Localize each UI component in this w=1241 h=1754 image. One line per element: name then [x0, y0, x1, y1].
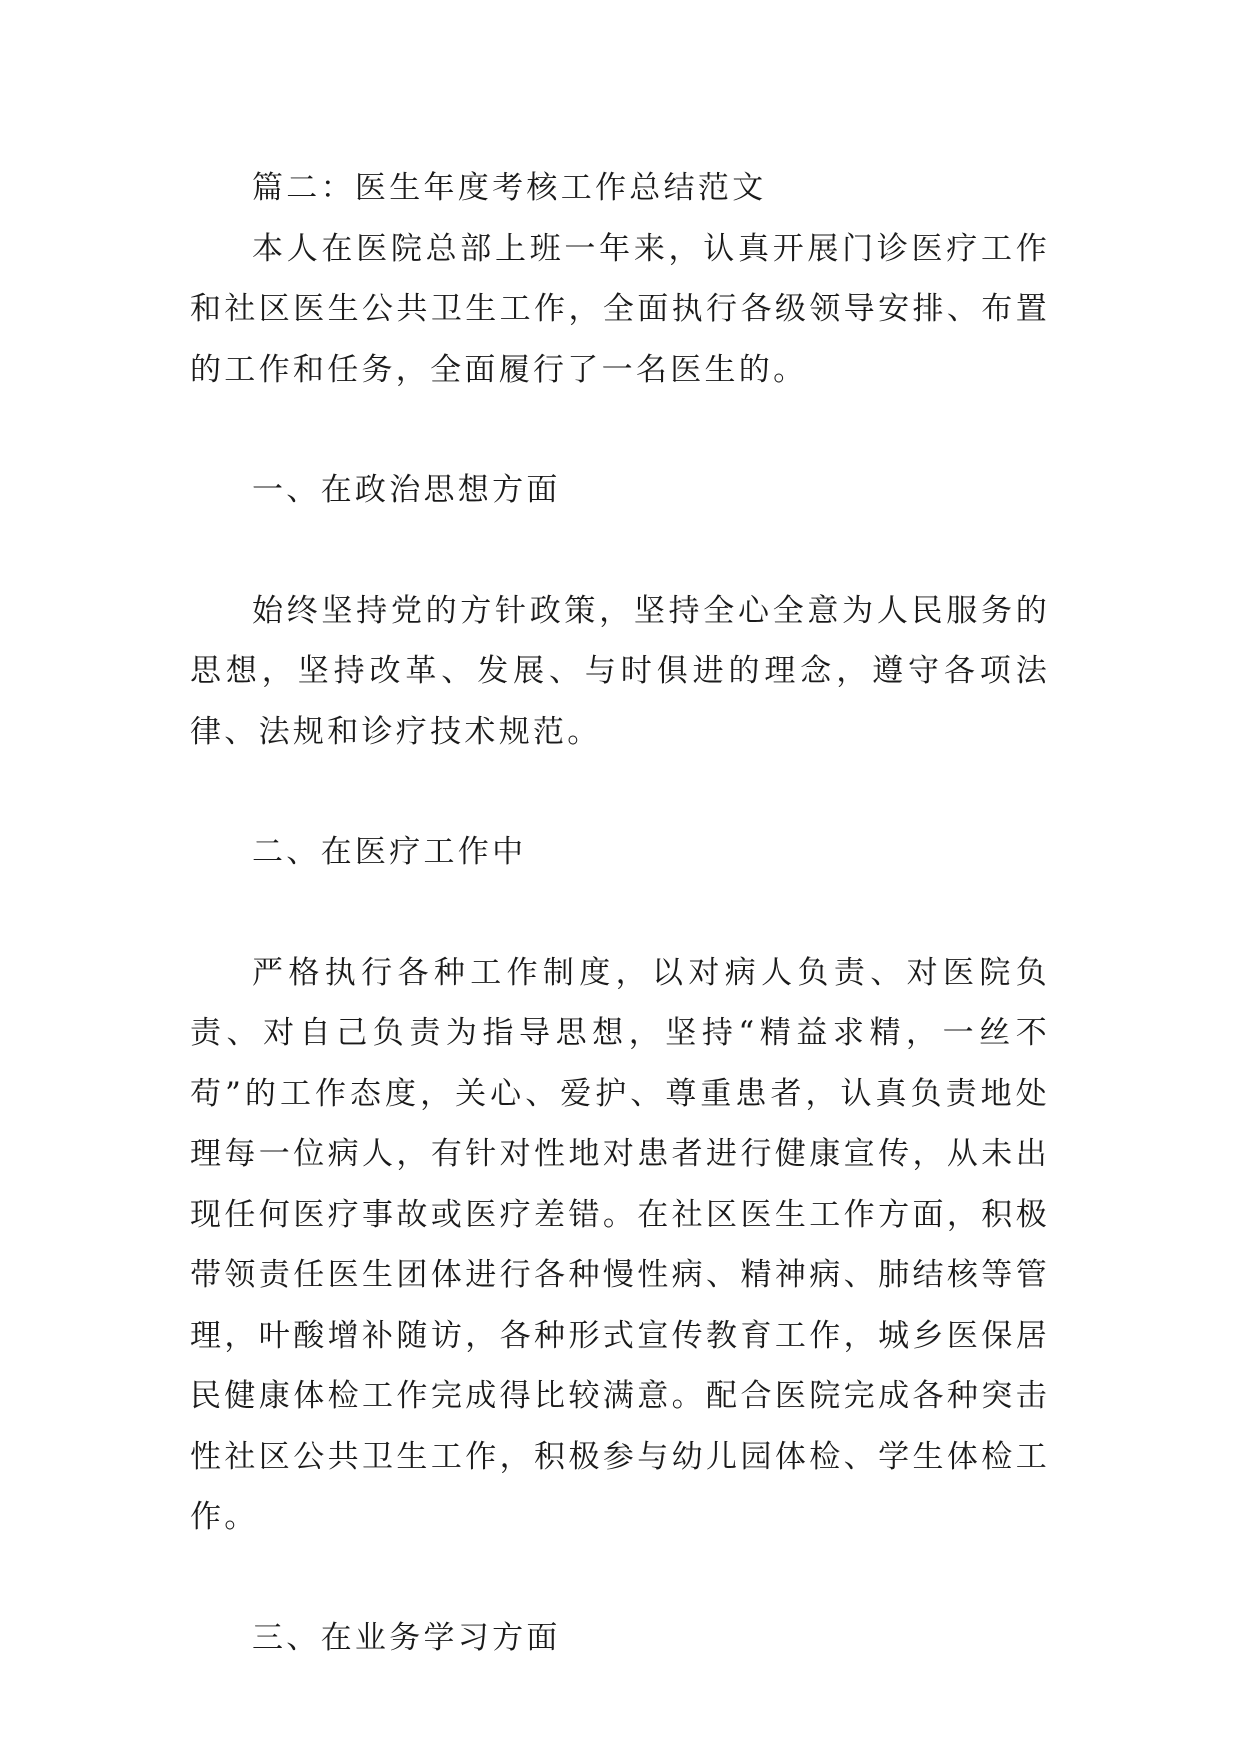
section-body-medical-work: 严格执行各种工作制度，以对病人负责、对医院负责、对自己负责为指导思想，坚持“精益求精，一丝不苟”的工作态度，关心、爱护、尊重患者，认真负责地处理每一位病人，有针对性地对患者进行健康宣传，从未出现任何医疗事故或医疗差错。在社区医生工作方面，积极带领责任医生团体进行各种慢性病、精神病、肺结核等管理，叶酸增补随访，各种形式宣传教育工作，城乡医保居民健康体检工作完成得比较满意。配合医院完成各种突击性社区公共卫生工作，积极参与幼儿园体检、学生体检工作。 [190, 954, 1050, 1535]
section-heading-medical-work: 二、在医疗工作中 [252, 834, 527, 870]
section-heading-study: 三、在业务学习方面 [252, 1619, 561, 1656]
section-body-politics: 始终坚持党的方针政策，坚持全心全意为人民服务的思想，坚持改革、发展、与时俱进的理念，遵守各项法律、法规和诊疗技术规范。 [190, 592, 1050, 750]
intro-paragraph: 本人在医院总部上班一年来，认真开展门诊医疗工作和社区医生公共卫生工作，全面执行各级领导安排、布置的工作和任务，全面履行了一名医生的。 [190, 230, 1050, 388]
document-body [190, 158, 1050, 1668]
document-title: 篇二：医生年度考核工作总结范文 [252, 170, 767, 206]
section-heading-politics: 一、在政治思想方面 [252, 472, 561, 508]
